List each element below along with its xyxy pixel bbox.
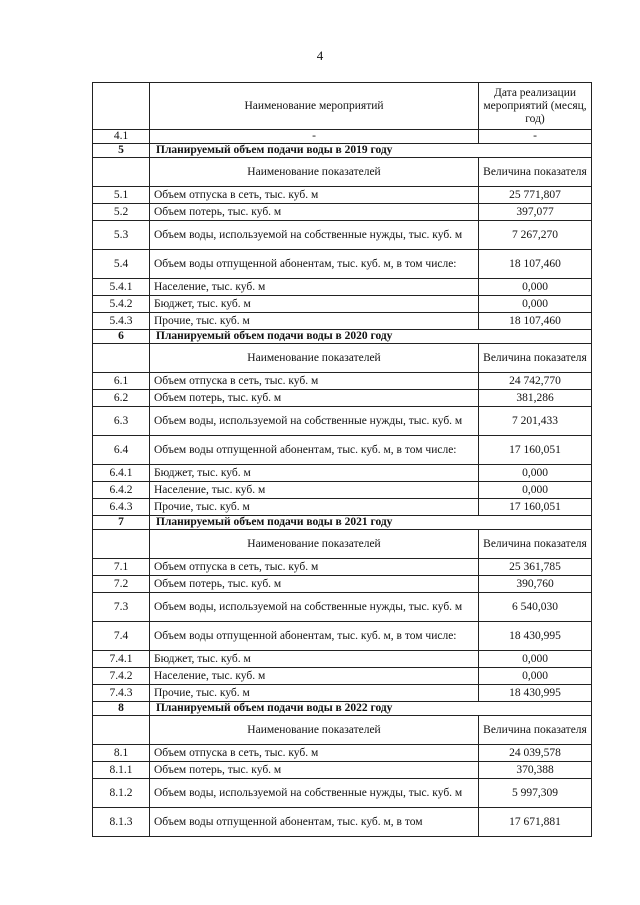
row-num: 6.4.3	[93, 499, 150, 516]
section-number: 5	[93, 144, 150, 158]
indicator-header-row	[93, 158, 592, 187]
table-row	[93, 668, 592, 685]
row-value: -	[479, 130, 592, 144]
row-name: Объем воды, используемой на собственные нужды, тыс. куб. м	[150, 779, 479, 808]
row-name: Объем потерь, тыс. куб. м	[150, 204, 479, 221]
table-row	[93, 745, 592, 762]
page-number: 4	[316, 48, 324, 63]
section-title-row	[93, 330, 592, 344]
row-num: 5.4.1	[93, 279, 150, 296]
row-value: 25 361,785	[479, 559, 592, 576]
indicator-header-value: Величина показателя	[479, 158, 592, 187]
section-title-row	[93, 702, 592, 716]
row-value: 7 267,270	[479, 221, 592, 250]
row-num: 6.4	[93, 436, 150, 465]
row-name: Объем отпуска в сеть, тыс. куб. м	[150, 373, 479, 390]
row-num: 5.2	[93, 204, 150, 221]
indicator-header-row	[93, 344, 592, 373]
row-value: 0,000	[479, 279, 592, 296]
row-name: Объем потерь, тыс. куб. м	[150, 762, 479, 779]
indicator-header-name: Наименование показателей	[150, 530, 479, 559]
row-num: 6.1	[93, 373, 150, 390]
row-num: 5.1	[93, 187, 150, 204]
row-name: Объем воды отпущенной абонентам, тыс. куб. м, в том числе:	[150, 436, 479, 465]
row-name: Объем отпуска в сеть, тыс. куб. м	[150, 559, 479, 576]
row-num: 6.4.1	[93, 465, 150, 482]
header-date-cell: Дата реализации мероприятий (месяц, год)	[479, 83, 592, 130]
table-row	[93, 279, 592, 296]
row-value: 381,286	[479, 390, 592, 407]
header-name-cell: Наименование мероприятий	[150, 83, 479, 130]
measures-table	[92, 82, 592, 837]
row-num: 7.4.1	[93, 651, 150, 668]
row-name: Бюджет, тыс. куб. м	[150, 651, 479, 668]
row-num: 8.1	[93, 745, 150, 762]
row-value: 0,000	[479, 668, 592, 685]
section-title: Планируемый объем подачи воды в 2022 году	[150, 702, 592, 716]
table-row	[93, 390, 592, 407]
indicator-header-name: Наименование показателей	[150, 158, 479, 187]
section-number: 7	[93, 516, 150, 530]
row-num: 6.4.2	[93, 482, 150, 499]
table-row	[93, 651, 592, 668]
row-name: Объем воды, используемой на собственные нужды, тыс. куб. м	[150, 407, 479, 436]
indicator-header-name: Наименование показателей	[150, 344, 479, 373]
row-value: 397,077	[479, 204, 592, 221]
row-name: Объем потерь, тыс. куб. м	[150, 576, 479, 593]
row-num: 7.2	[93, 576, 150, 593]
row-num: 7.1	[93, 559, 150, 576]
indicator-header-num	[93, 344, 150, 373]
table-row	[93, 296, 592, 313]
table-row	[93, 250, 592, 279]
row-value: 370,388	[479, 762, 592, 779]
row-name: Объем воды отпущенной абонентам, тыс. куб. м, в том числе:	[150, 250, 479, 279]
row-value: 25 771,807	[479, 187, 592, 204]
row-name: Прочие, тыс. куб. м	[150, 685, 479, 702]
row-name: -	[150, 130, 479, 144]
row-value: 0,000	[479, 296, 592, 313]
header-num-cell	[93, 83, 150, 130]
table-row	[93, 593, 592, 622]
row-value: 18 430,995	[479, 622, 592, 651]
row-num: 7.4	[93, 622, 150, 651]
indicator-header-num	[93, 716, 150, 745]
indicator-header-num	[93, 530, 150, 559]
row-value: 17 160,051	[479, 499, 592, 516]
row-num: 5.4.3	[93, 313, 150, 330]
row-num: 7.3	[93, 593, 150, 622]
section-title-row	[93, 516, 592, 530]
row-num: 5.3	[93, 221, 150, 250]
row-num: 6.3	[93, 407, 150, 436]
table-row	[93, 499, 592, 516]
indicator-header-value: Величина показателя	[479, 716, 592, 745]
row-name: Население, тыс. куб. м	[150, 279, 479, 296]
row-name: Объем потерь, тыс. куб. м	[150, 390, 479, 407]
indicator-header-row	[93, 716, 592, 745]
row-name: Объем воды отпущенной абонентам, тыс. куб. м, в том	[150, 808, 479, 837]
row-value: 18 430,995	[479, 685, 592, 702]
table-row	[93, 187, 592, 204]
indicator-header-num	[93, 158, 150, 187]
measures-table-body	[93, 83, 592, 837]
table-row	[93, 685, 592, 702]
section-title: Планируемый объем подачи воды в 2019 году	[150, 144, 592, 158]
row-value: 18 107,460	[479, 250, 592, 279]
section-number: 8	[93, 702, 150, 716]
row-name: Население, тыс. куб. м	[150, 482, 479, 499]
row-name: Объем воды, используемой на собственные нужды, тыс. куб. м	[150, 221, 479, 250]
row-name: Объем отпуска в сеть, тыс. куб. м	[150, 745, 479, 762]
table-row-4-1	[93, 130, 592, 144]
row-value: 5 997,309	[479, 779, 592, 808]
table-row	[93, 762, 592, 779]
table-row	[93, 204, 592, 221]
row-value: 24 039,578	[479, 745, 592, 762]
row-name: Объем отпуска в сеть, тыс. куб. м	[150, 187, 479, 204]
table-row	[93, 622, 592, 651]
row-name: Объем воды отпущенной абонентам, тыс. куб. м, в том числе:	[150, 622, 479, 651]
row-num: 5.4	[93, 250, 150, 279]
row-name: Бюджет, тыс. куб. м	[150, 465, 479, 482]
indicator-header-row	[93, 530, 592, 559]
row-num: 5.4.2	[93, 296, 150, 313]
row-value: 17 160,051	[479, 436, 592, 465]
table-row	[93, 465, 592, 482]
table-row	[93, 373, 592, 390]
row-value: 390,760	[479, 576, 592, 593]
row-value: 7 201,433	[479, 407, 592, 436]
table-row	[93, 779, 592, 808]
row-value: 0,000	[479, 465, 592, 482]
row-name: Бюджет, тыс. куб. м	[150, 296, 479, 313]
section-title: Планируемый объем подачи воды в 2020 году	[150, 330, 592, 344]
table-row	[93, 482, 592, 499]
table-row	[93, 407, 592, 436]
indicator-header-value: Величина показателя	[479, 530, 592, 559]
row-name: Население, тыс. куб. м	[150, 668, 479, 685]
indicator-header-name: Наименование показателей	[150, 716, 479, 745]
table-row	[93, 436, 592, 465]
row-value: 6 540,030	[479, 593, 592, 622]
row-num: 7.4.2	[93, 668, 150, 685]
row-num: 7.4.3	[93, 685, 150, 702]
section-title-row	[93, 144, 592, 158]
row-name: Прочие, тыс. куб. м	[150, 313, 479, 330]
row-num: 8.1.1	[93, 762, 150, 779]
table-row	[93, 576, 592, 593]
table-row	[93, 313, 592, 330]
section-title: Планируемый объем подачи воды в 2021 году	[150, 516, 592, 530]
table-row	[93, 559, 592, 576]
row-value: 17 671,881	[479, 808, 592, 837]
row-name: Прочие, тыс. куб. м	[150, 499, 479, 516]
table-row	[93, 221, 592, 250]
row-num: 8.1.3	[93, 808, 150, 837]
row-name: Объем воды, используемой на собственные нужды, тыс. куб. м	[150, 593, 479, 622]
indicator-header-value: Величина показателя	[479, 344, 592, 373]
table-header-row	[93, 83, 592, 130]
row-value: 0,000	[479, 482, 592, 499]
row-value: 18 107,460	[479, 313, 592, 330]
row-num: 6.2	[93, 390, 150, 407]
row-value: 24 742,770	[479, 373, 592, 390]
row-num: 8.1.2	[93, 779, 150, 808]
section-number: 6	[93, 330, 150, 344]
table-row	[93, 808, 592, 837]
row-num: 4.1	[93, 130, 150, 144]
row-value: 0,000	[479, 651, 592, 668]
